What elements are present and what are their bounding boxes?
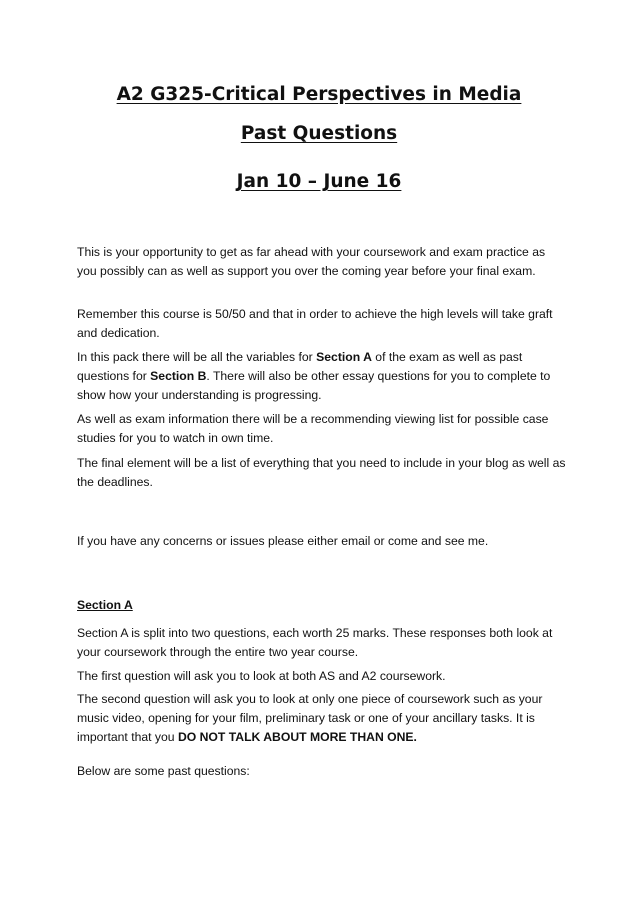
document-title: A2 G325-Critical Perspectives in Media xyxy=(116,84,522,105)
intro-paragraph-1: This is your opportunity to get as far ahead with your coursework and exam practice as you possibly can as well as support you over the coming year before your final exam. xyxy=(77,245,546,278)
intro-paragraph-5: The final element will be a list of everything that you need to include in your blog as well as the deadlines. xyxy=(77,456,566,489)
intro-paragraph-3 xyxy=(77,348,567,405)
section-a-paragraph-4: Below are some past questions: xyxy=(77,764,250,778)
section-a-warning: DO NOT TALK ABOUT MORE THAN ONE. xyxy=(177,730,417,744)
document-date-range: Jan 10 – June 16 xyxy=(236,171,402,192)
intro-paragraph-4: As well as exam information there will be a recommending viewing list for possible case studies for you to watch in own time. xyxy=(77,412,549,445)
section-a-paragraph-2: The first question will ask you to look at both AS and A2 coursework. xyxy=(77,669,446,683)
document-subtitle: Past Questions xyxy=(240,123,398,144)
section-a-paragraph-3 xyxy=(77,690,567,747)
intro-paragraph-2: Remember this course is 50/50 and that in order to achieve the high levels will take graft and dedication. xyxy=(77,307,553,340)
intro-paragraph-6: If you have any concerns or issues please either email or come and see me. xyxy=(77,534,489,548)
section-b-reference: Section B xyxy=(150,369,207,383)
section-a-heading: Section A xyxy=(77,598,133,612)
intro-paragraph-3-text-e: . There will also be other essay questions for you to complete to show how your understanding is progressing. xyxy=(77,369,551,402)
section-a-reference: Section A xyxy=(316,350,372,364)
section-a-paragraph-1: Section A is split into two questions, each worth 25 marks. These responses both look at your coursework through the entire two year course. xyxy=(77,626,553,659)
section-a-paragraph-3-text: The second question will ask you to look at only one piece of coursework such as your music video, opening for your film, preliminary task or one of your ancillary tasks. It is important that you xyxy=(77,692,543,744)
intro-paragraph-3-text-c: of the exam as well as past questions for xyxy=(77,350,523,383)
intro-paragraph-3-text-a: In this pack there will be all the variables for xyxy=(77,350,317,364)
